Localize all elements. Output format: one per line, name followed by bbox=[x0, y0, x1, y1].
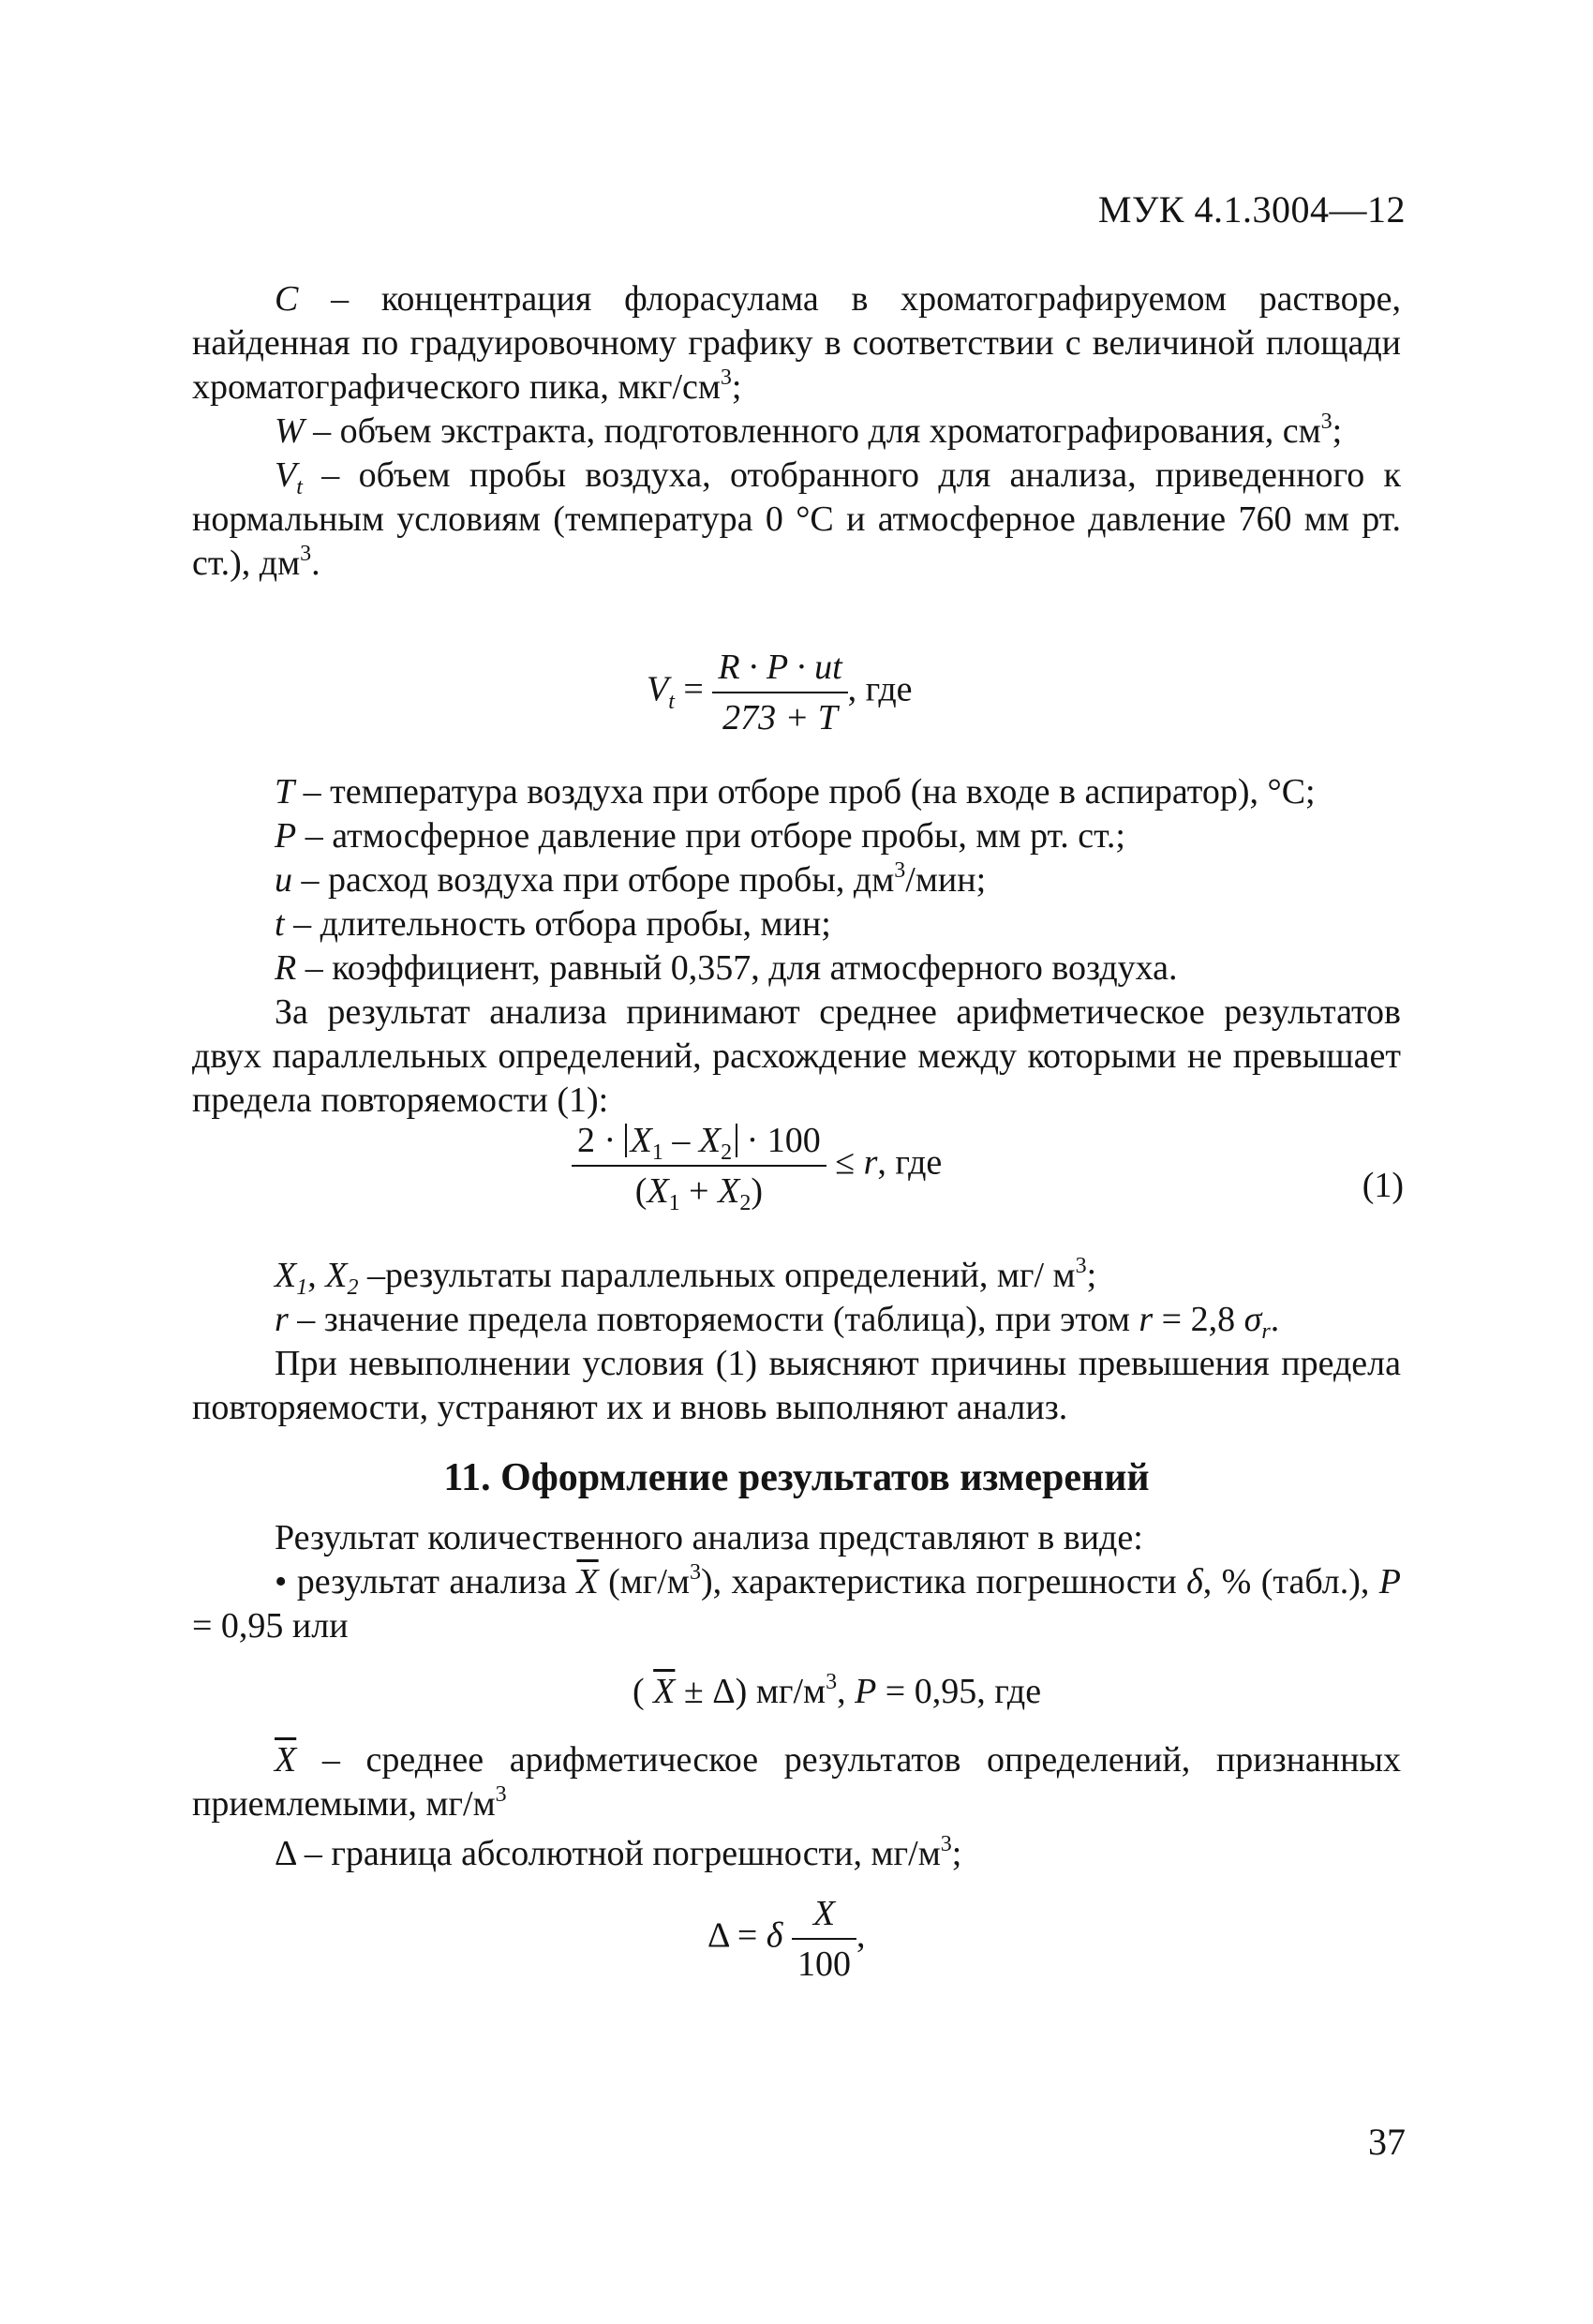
absolute-value bbox=[625, 1121, 737, 1165]
formula-vt bbox=[647, 647, 913, 738]
formula-delta bbox=[707, 1893, 865, 1985]
sub: 2 bbox=[739, 1191, 752, 1215]
x2: X bbox=[698, 1121, 722, 1160]
bullet-text: = 0,95 или bbox=[192, 1606, 349, 1646]
definitions-block-1 bbox=[192, 277, 1401, 586]
sup: 3 bbox=[940, 1832, 952, 1856]
symbol-delta: δ bbox=[766, 1915, 783, 1956]
sub: 2 bbox=[721, 1140, 733, 1165]
def-tt bbox=[192, 902, 1401, 946]
denominator bbox=[572, 1167, 826, 1215]
def-vt bbox=[192, 454, 1401, 586]
paragraph-presentation: Результат количественного анализа представляют в виде: bbox=[275, 1518, 1143, 1557]
plus: + bbox=[679, 1171, 719, 1211]
symbol-t: T bbox=[275, 772, 295, 812]
formula-lhs: Δ = bbox=[707, 1915, 767, 1956]
formula-tail: , где bbox=[877, 1142, 943, 1183]
punct: . bbox=[311, 544, 320, 583]
symbol-x-bar: $\overline{X}$ bbox=[576, 1562, 599, 1601]
numerator-text: R · P · ut bbox=[718, 648, 842, 687]
section-heading: 11. Оформление результатов измерений bbox=[443, 1456, 1150, 1499]
r-value: = 2,8 bbox=[1153, 1300, 1244, 1339]
symbol-r: r bbox=[863, 1142, 878, 1183]
symbol-t-lower: t bbox=[275, 904, 285, 944]
punct: . bbox=[1270, 1300, 1280, 1339]
paragraph-result: За результат анализа принимают среднее арифметическое результатов двух параллельных определений, расхождение между которыми не превышает предела повторяемости (1): bbox=[192, 992, 1401, 1120]
sup: 3 bbox=[1075, 1254, 1087, 1278]
def-delta bbox=[192, 1832, 1401, 1876]
bullet-icon: • bbox=[275, 1562, 288, 1601]
sup: 3 bbox=[894, 858, 906, 883]
sub: t bbox=[668, 689, 675, 714]
def-x1-x2 bbox=[192, 1254, 1401, 1298]
page-number: 37 bbox=[1368, 2121, 1406, 2163]
definitions-block-3 bbox=[192, 1254, 1401, 1430]
paren: ( bbox=[633, 1672, 654, 1711]
formula-result bbox=[633, 1671, 1041, 1712]
def-r-text: – коэффициент, равный 0,357, для атмосферного воздуха. bbox=[296, 948, 1178, 988]
symbol-r: r bbox=[275, 1300, 289, 1339]
def-w bbox=[192, 410, 1401, 454]
formula-lhs: V bbox=[647, 669, 669, 709]
bullet-text: результат анализа bbox=[287, 1562, 577, 1601]
symbol-r: r bbox=[1139, 1300, 1154, 1339]
times-100: · 100 bbox=[737, 1121, 821, 1160]
paren: ( bbox=[634, 1171, 648, 1211]
def-xbar-text: – среднее арифметическое результатов определений, признанных приемлемыми, мг/м bbox=[192, 1740, 1401, 1824]
symbol-x-bar: $\overline{X}$ bbox=[653, 1672, 676, 1711]
def-r bbox=[192, 946, 1401, 991]
symbol-delta: δ bbox=[1186, 1562, 1203, 1601]
paragraph-failure: При невыполнении условия (1) выясняют причины превышения предела повторяемости, устраняют их и вновь выполняют анализ. bbox=[192, 1344, 1401, 1427]
section-body bbox=[192, 1516, 1401, 1648]
punct: /мин; bbox=[905, 860, 987, 900]
formula-1 bbox=[572, 1120, 943, 1215]
def-c bbox=[192, 277, 1401, 410]
numerator-text: X bbox=[812, 1894, 836, 1933]
numerator bbox=[712, 647, 847, 693]
symbol-c: C bbox=[275, 279, 299, 319]
symbol-x: X bbox=[325, 1256, 348, 1295]
symbol-delta-upper: Δ bbox=[275, 1834, 296, 1873]
def-u bbox=[192, 858, 1401, 902]
sup: 3 bbox=[300, 542, 312, 566]
denominator-text: 100 bbox=[796, 1944, 851, 1984]
sub: 2 bbox=[347, 1275, 359, 1300]
document-code-header: МУК 4.1.3004—12 bbox=[1097, 188, 1406, 231]
x1: X bbox=[647, 1171, 669, 1211]
bullet-text: , % (табл.), bbox=[1202, 1562, 1379, 1601]
sub: 1 bbox=[651, 1140, 663, 1165]
leq: ≤ bbox=[826, 1142, 864, 1183]
equals: = bbox=[674, 669, 713, 709]
def-w-text: – объем экстракта, подготовленного для хроматографирования, см bbox=[304, 411, 1321, 451]
numerator bbox=[792, 1893, 856, 1940]
def-t bbox=[192, 770, 1401, 814]
symbol-x-bar: $\overline{X}$ bbox=[275, 1740, 297, 1780]
sub: r bbox=[1261, 1319, 1271, 1344]
punct: ; bbox=[731, 367, 742, 407]
symbol-p: P bbox=[855, 1672, 877, 1711]
symbol-x: X bbox=[275, 1256, 297, 1295]
denominator bbox=[712, 693, 847, 738]
paren: ) bbox=[751, 1171, 763, 1211]
sup: 3 bbox=[826, 1670, 838, 1694]
punct: , bbox=[307, 1256, 326, 1295]
symbol-r: R bbox=[275, 948, 297, 988]
symbol-w: W bbox=[275, 411, 305, 451]
symbol-p: P bbox=[275, 816, 297, 856]
punct: ; bbox=[951, 1834, 962, 1873]
def-t-text: – температура воздуха при отборе проб (на входе в аспиратор), °С; bbox=[294, 772, 1316, 812]
punct: ; bbox=[1086, 1256, 1097, 1295]
def-p-text: – атмосферное давление при отборе пробы, мм рт. ст.; bbox=[296, 816, 1125, 856]
symbol-v: V bbox=[275, 455, 297, 495]
sub: t bbox=[296, 475, 303, 499]
def-c-text: – концентрация флорасулама в хроматографируемом растворе, найденная по градуировочному графику в соответствии с величиной площади хроматографического пика, мкг/см bbox=[192, 279, 1401, 407]
fraction bbox=[572, 1120, 826, 1215]
equation-number: (1) bbox=[1362, 1166, 1404, 1205]
def-tt-text: – длительность отбора пробы, мин; bbox=[284, 904, 831, 944]
def-u-text: – расход воздуха при отборе пробы, дм bbox=[292, 860, 895, 900]
numerator bbox=[572, 1120, 826, 1167]
def-p bbox=[192, 814, 1401, 858]
symbol-u: u bbox=[275, 860, 292, 900]
coef: 2 · bbox=[577, 1121, 625, 1160]
def-v-text: – объем пробы воздуха, отобранного для анализа, приведенного к нормальным условиям (температура 0 °С и атмосферное давление 760 мм рт. ст.), дм bbox=[192, 455, 1401, 583]
def-r-lower bbox=[192, 1298, 1401, 1342]
def-r-text: – значение предела повторяемости (таблица), при этом bbox=[288, 1300, 1139, 1339]
bullet-text: (мг/м bbox=[598, 1562, 690, 1601]
sup: 3 bbox=[495, 1782, 507, 1807]
symbol-p: P bbox=[1378, 1562, 1401, 1601]
denominator bbox=[792, 1940, 856, 1985]
fraction bbox=[712, 647, 847, 738]
plus-minus-delta: ± Δ) мг/м bbox=[675, 1672, 826, 1711]
def-delta-text: – граница абсолютной погрешности, мг/м bbox=[295, 1834, 941, 1873]
def-xbar bbox=[192, 1738, 1401, 1826]
symbol-sigma: σ bbox=[1243, 1300, 1262, 1339]
fraction bbox=[792, 1893, 856, 1985]
definitions-block-2 bbox=[192, 770, 1401, 1123]
formula-tail: = 0,95, где bbox=[876, 1672, 1042, 1711]
punct: , bbox=[837, 1672, 856, 1711]
punct: ; bbox=[1332, 411, 1343, 451]
x1: X bbox=[630, 1121, 652, 1160]
def-x-text: –результаты параллельных определений, мг/ м bbox=[358, 1256, 1076, 1295]
punct: , bbox=[856, 1915, 866, 1956]
x2: X bbox=[718, 1171, 740, 1211]
sub: 1 bbox=[296, 1275, 308, 1300]
bullet-item bbox=[192, 1560, 1401, 1648]
bullet-text: ), характеристика погрешности bbox=[700, 1562, 1187, 1601]
sup: 3 bbox=[1320, 410, 1332, 434]
sup: 3 bbox=[689, 1560, 701, 1585]
formula-tail: , где bbox=[847, 669, 913, 709]
minus: – bbox=[663, 1121, 699, 1160]
sup: 3 bbox=[720, 365, 732, 390]
sub: 1 bbox=[668, 1191, 680, 1215]
definitions-block-4 bbox=[192, 1738, 1401, 1876]
denominator-text: 273 + T bbox=[722, 698, 838, 737]
